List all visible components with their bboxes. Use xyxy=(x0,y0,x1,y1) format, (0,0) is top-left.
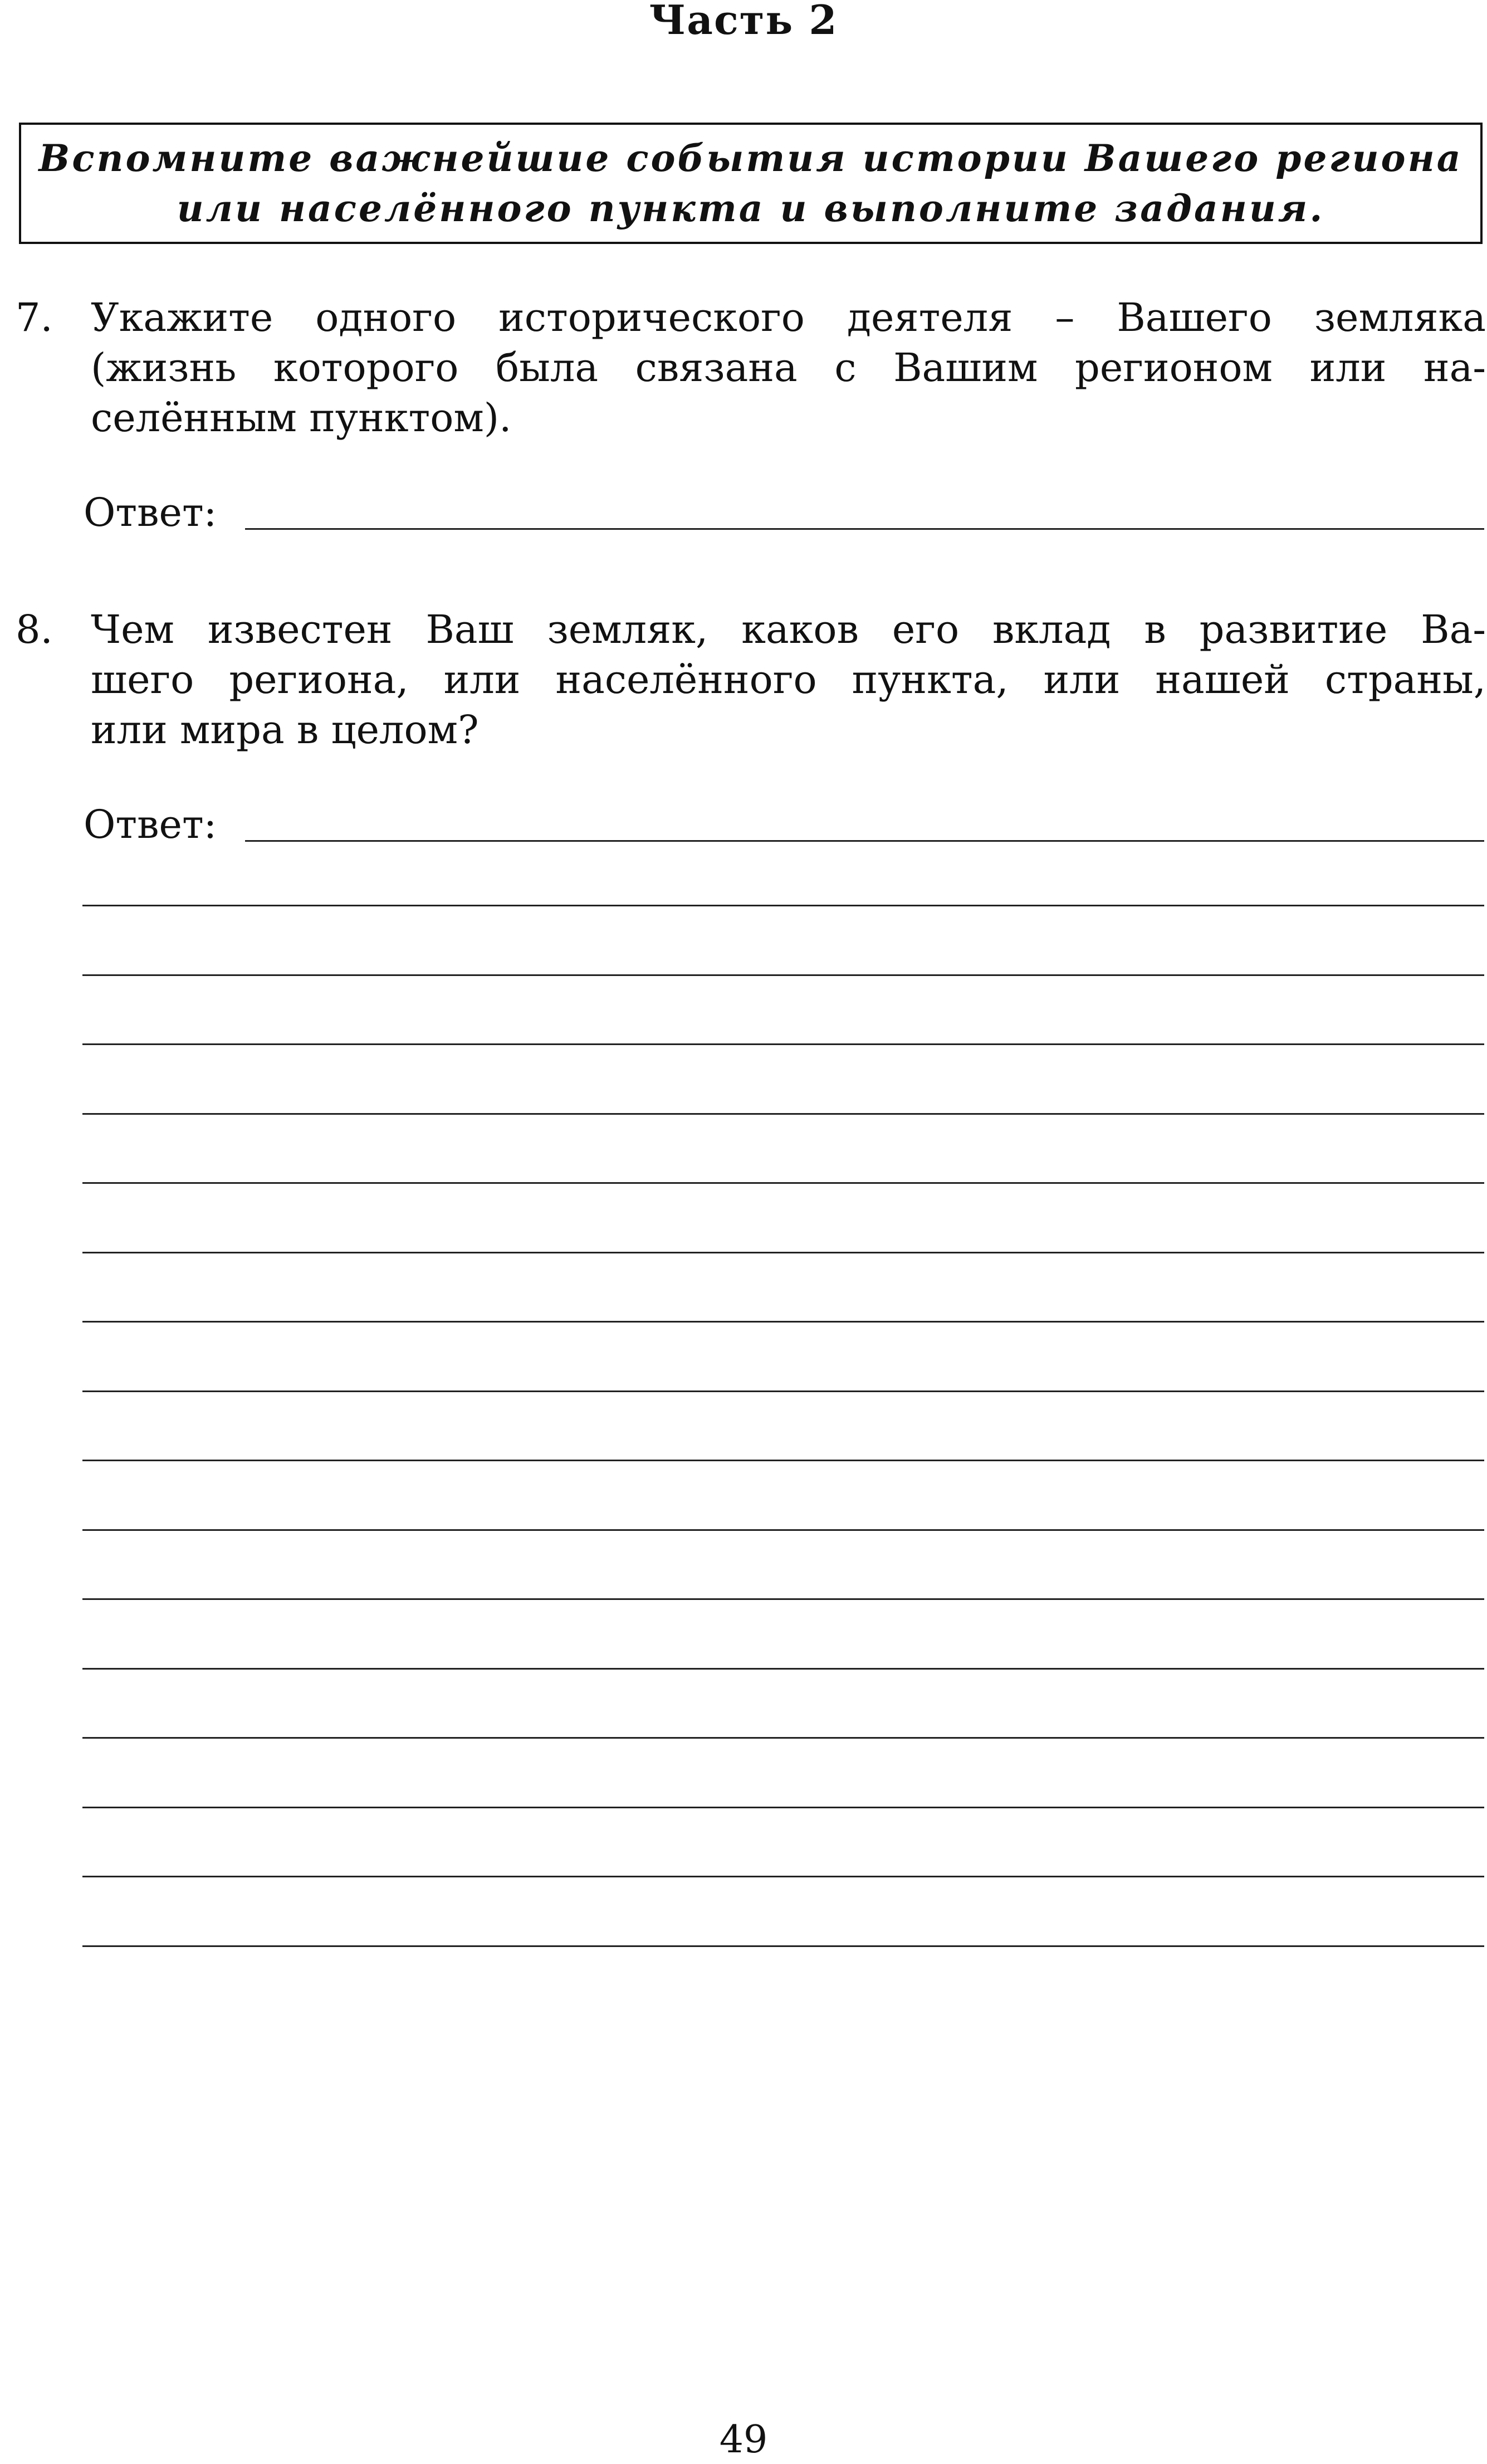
answer-line[interactable] xyxy=(82,1737,1484,1739)
answer-line[interactable] xyxy=(82,1598,1484,1600)
answer-line[interactable] xyxy=(82,905,1484,906)
answer-line[interactable] xyxy=(82,974,1484,976)
question-number: 7. xyxy=(16,295,53,340)
answer-line[interactable] xyxy=(82,1460,1484,1461)
question-text-line: Чем известен Ваш земляк, каков его вклад в развитие Ва- xyxy=(91,607,1486,652)
answer-line[interactable] xyxy=(82,1876,1484,1877)
question-text-line: Укажите одного исторического деятеля – Вашего земляка xyxy=(91,295,1486,340)
question-text-line: шего региона, или населённого пункта, или нашей страны, xyxy=(91,657,1486,702)
question-number: 8. xyxy=(16,607,53,652)
question-text-line: селённым пунктом). xyxy=(91,395,512,441)
answer-label-8: Ответ: xyxy=(84,802,217,847)
answer-line[interactable] xyxy=(82,1043,1484,1045)
answer-line[interactable] xyxy=(82,1807,1484,1808)
question-text-line: или мира в целом? xyxy=(91,707,479,753)
instruction-line-1: Вспомните важнейшие события истории Вашего региона xyxy=(38,136,1463,180)
answer-line[interactable] xyxy=(82,1113,1484,1115)
answer-line[interactable] xyxy=(82,1945,1484,1947)
instruction-box xyxy=(19,123,1483,244)
question-8 xyxy=(16,604,1486,772)
answer-line[interactable] xyxy=(82,1321,1484,1323)
part-title: Часть 2 xyxy=(649,0,838,43)
answer-label-7: Ответ: xyxy=(84,490,217,535)
answer-line[interactable] xyxy=(82,1252,1484,1253)
answer-line-7[interactable] xyxy=(245,528,1484,530)
answer-line-8[interactable] xyxy=(245,840,1484,842)
question-7 xyxy=(16,292,1486,460)
answer-line[interactable] xyxy=(82,1390,1484,1392)
question-text-line: (жизнь которого была связана с Вашим регионом или на- xyxy=(91,345,1486,391)
instruction-line-2: или населённого пункта и выполните задания. xyxy=(177,187,1325,230)
answer-line[interactable] xyxy=(82,1668,1484,1670)
answer-line[interactable] xyxy=(82,1182,1484,1184)
page-number: 49 xyxy=(719,2418,768,2462)
answer-line[interactable] xyxy=(82,1529,1484,1531)
